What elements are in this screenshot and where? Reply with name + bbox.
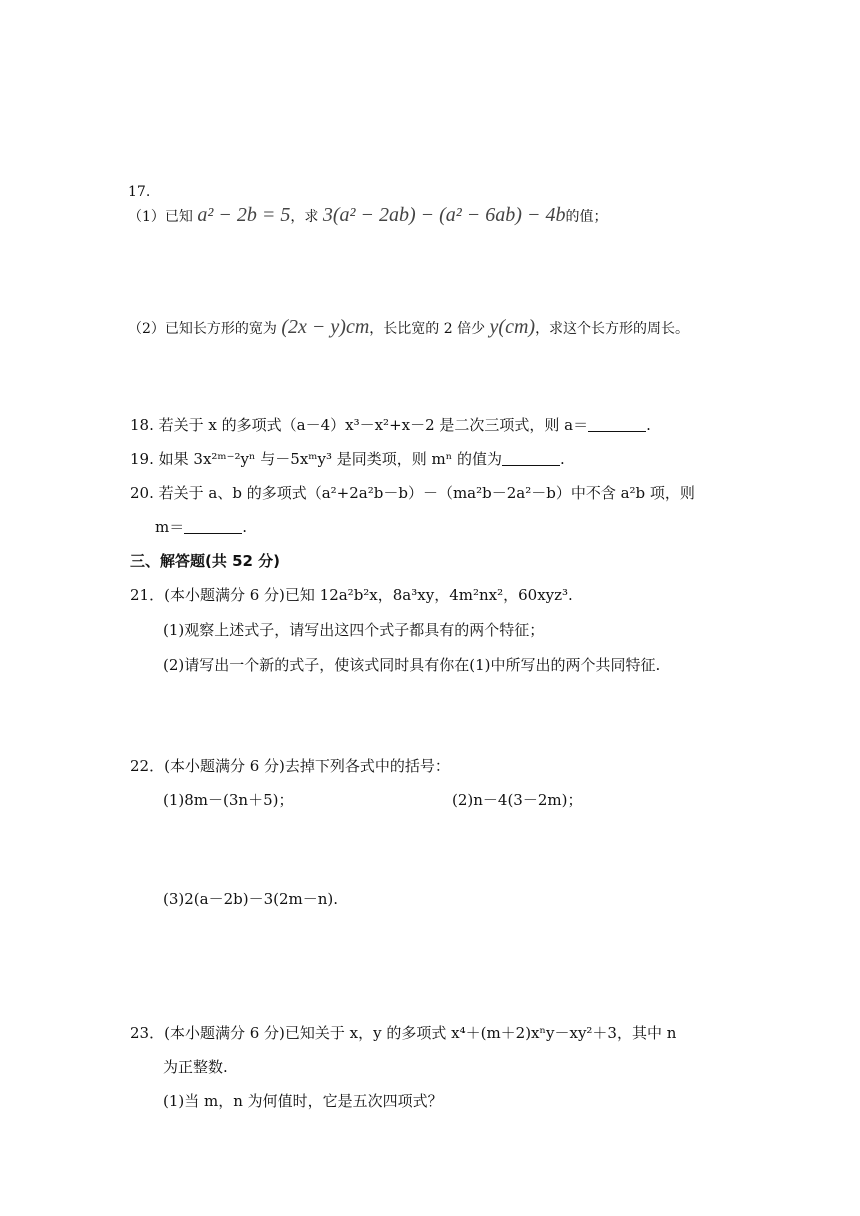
question-21 <box>130 584 573 605</box>
q21-sub2: (2)请写出一个新的式子，使该式同时具有你在(1)中所写出的两个共同特征. <box>163 656 661 674</box>
q17-p2-mid: ，长比宽的 2 倍少 <box>369 321 486 337</box>
q20-text: 若关于 a、b 的多项式（a²+2a²b－b）－（ma²b－2a²－b）中不含 a²b 项，则 <box>158 484 695 502</box>
q17-p2-tail: ，求这个长方形的周长。 <box>535 321 690 337</box>
q20-answer-blank <box>184 520 242 534</box>
q22-sub3: (3)2(a－2b)－3(2m－n). <box>163 890 339 908</box>
q22-text: (本小题满分 6 分)去掉下列各式中的括号： <box>164 757 450 775</box>
q20-line2: m＝ <box>155 518 185 536</box>
question-23 <box>130 1022 676 1043</box>
question-17-number: 17. <box>128 184 151 200</box>
q17-p1-ask: ，求 <box>290 209 319 225</box>
q19-answer-blank <box>502 452 560 466</box>
q20-end: . <box>242 518 248 536</box>
q17-p1-given-equation: a² − 2b = 5 <box>197 204 291 226</box>
question-20-line2 <box>155 516 247 537</box>
question-17-part2 <box>128 316 689 339</box>
q17-p1-label: （1）已知 <box>128 209 193 225</box>
q22-number: 22． <box>130 757 165 775</box>
q23-line2: 为正整数. <box>163 1058 228 1076</box>
q17-p1-expression: 3(a² − 2ab) − (a² − 6ab) − 4b <box>322 204 566 226</box>
q23-text: (本小题满分 6 分)已知关于 x，y 的多项式 x⁴＋(m＋2)xⁿy－xy²＋3，其中 n <box>164 1024 677 1042</box>
q18-end: . <box>646 416 651 434</box>
q20-number: 20. <box>130 484 154 502</box>
q18-text: 若关于 x 的多项式（a－4）x³－x²+x－2 是二次三项式，则 a＝ <box>158 416 589 434</box>
question-22 <box>130 755 450 776</box>
q18-number: 18. <box>130 416 154 434</box>
q17-p2-less: y(cm) <box>489 316 536 338</box>
q18-answer-blank <box>588 418 646 432</box>
question-20 <box>130 482 695 503</box>
q19-end: . <box>560 450 565 468</box>
q17-p2-label: （2）已知长方形的宽为 <box>128 321 277 337</box>
q19-text: 如果 3x²ᵐ⁻²yⁿ 与－5xᵐy³ 是同类项，则 mⁿ 的值为 <box>158 450 502 468</box>
q23-number: 23． <box>130 1024 165 1042</box>
q21-text: (本小题满分 6 分)已知 12a²b²x，8a³xy，4m²nx²，60xyz³. <box>164 586 573 604</box>
q19-number: 19. <box>130 450 154 468</box>
q17-p2-width: (2x − y)cm <box>281 316 370 338</box>
question-19 <box>130 448 565 469</box>
q22-sub1: (1)8m－(3n＋5)； <box>163 791 294 809</box>
q17-p1-tail: 的值； <box>565 209 608 225</box>
section-3-title: 三、解答题(共 52 分) <box>130 552 281 570</box>
q22-sub2: (2)n－4(3－2m)； <box>452 791 583 809</box>
q23-sub1: (1)当 m，n 为何值时，它是五次四项式？ <box>163 1092 443 1110</box>
q21-sub1: (1)观察上述式子，请写出这四个式子都具有的两个特征； <box>163 621 545 639</box>
question-18 <box>130 414 651 435</box>
q21-number: 21． <box>130 586 165 604</box>
question-17-part1 <box>128 204 607 227</box>
